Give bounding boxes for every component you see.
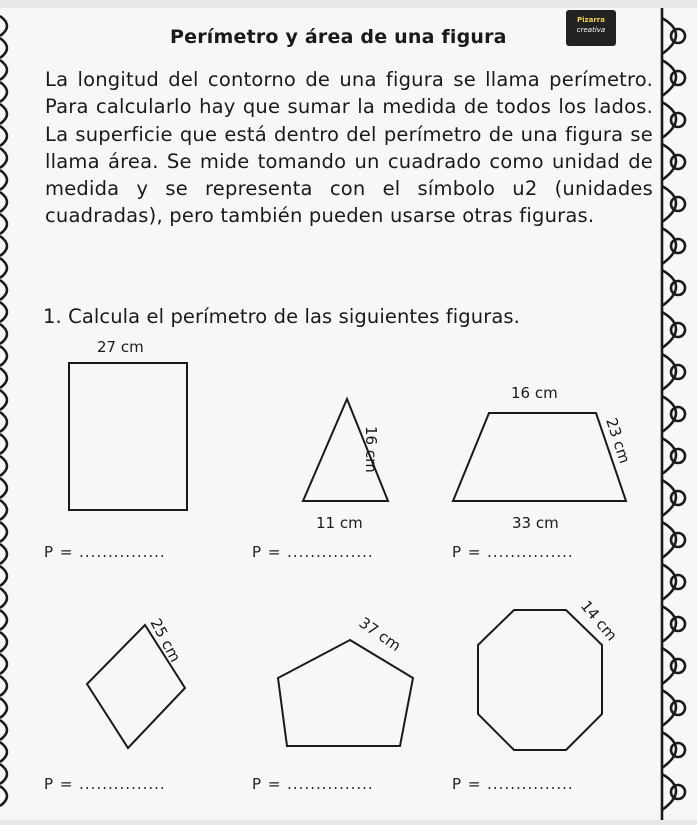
square-side-label: 27 cm	[97, 338, 144, 356]
worksheet	[0, 8, 697, 820]
logo-line-2: creativa	[576, 26, 606, 34]
trapezoid-top-label: 16 cm	[511, 384, 558, 402]
answer-square[interactable]: P = ...............	[44, 543, 166, 561]
octagon-shape	[478, 610, 602, 750]
answer-pentagon[interactable]: P = ...............	[252, 775, 374, 793]
exercise-question: 1. Calcula el perímetro de las siguientes figuras.	[43, 305, 520, 328]
answer-rhombus[interactable]: P = ...............	[44, 775, 166, 793]
pentagon-shape	[278, 640, 413, 746]
answer-triangle[interactable]: P = ...............	[252, 543, 374, 561]
trapezoid-side-label: 23 cm	[602, 415, 634, 466]
page-title: Perímetro y área de una figura	[170, 26, 507, 48]
intro-paragraph: La longitud del contorno de una figura se llama perímetro. Para calcularlo hay que sumar la medida de todos los lados. La superficie que está dentro del perímetro de una figura se llama área. Se mide tomando un cuadrado como unidad de medida y se representa con el símbolo u2 (unidades cuadradas), pero también pueden usarse otras figuras.	[45, 68, 653, 228]
logo-line-1: Pizarra	[577, 16, 605, 24]
triangle-side-label: 16 cm	[362, 426, 380, 473]
answer-octagon[interactable]: P = ...............	[452, 775, 574, 793]
answer-trapezoid[interactable]: P = ...............	[452, 543, 574, 561]
trapezoid-base-label: 33 cm	[512, 514, 559, 532]
figures-canvas	[0, 8, 697, 820]
octagon-side-label: 14 cm	[576, 597, 621, 645]
trapezoid-shape	[453, 413, 626, 501]
pentagon-side-label: 37 cm	[355, 613, 405, 656]
rhombus-side-label: 25 cm	[146, 615, 185, 666]
square-shape	[69, 363, 187, 510]
triangle-base-label: 11 cm	[316, 514, 363, 532]
